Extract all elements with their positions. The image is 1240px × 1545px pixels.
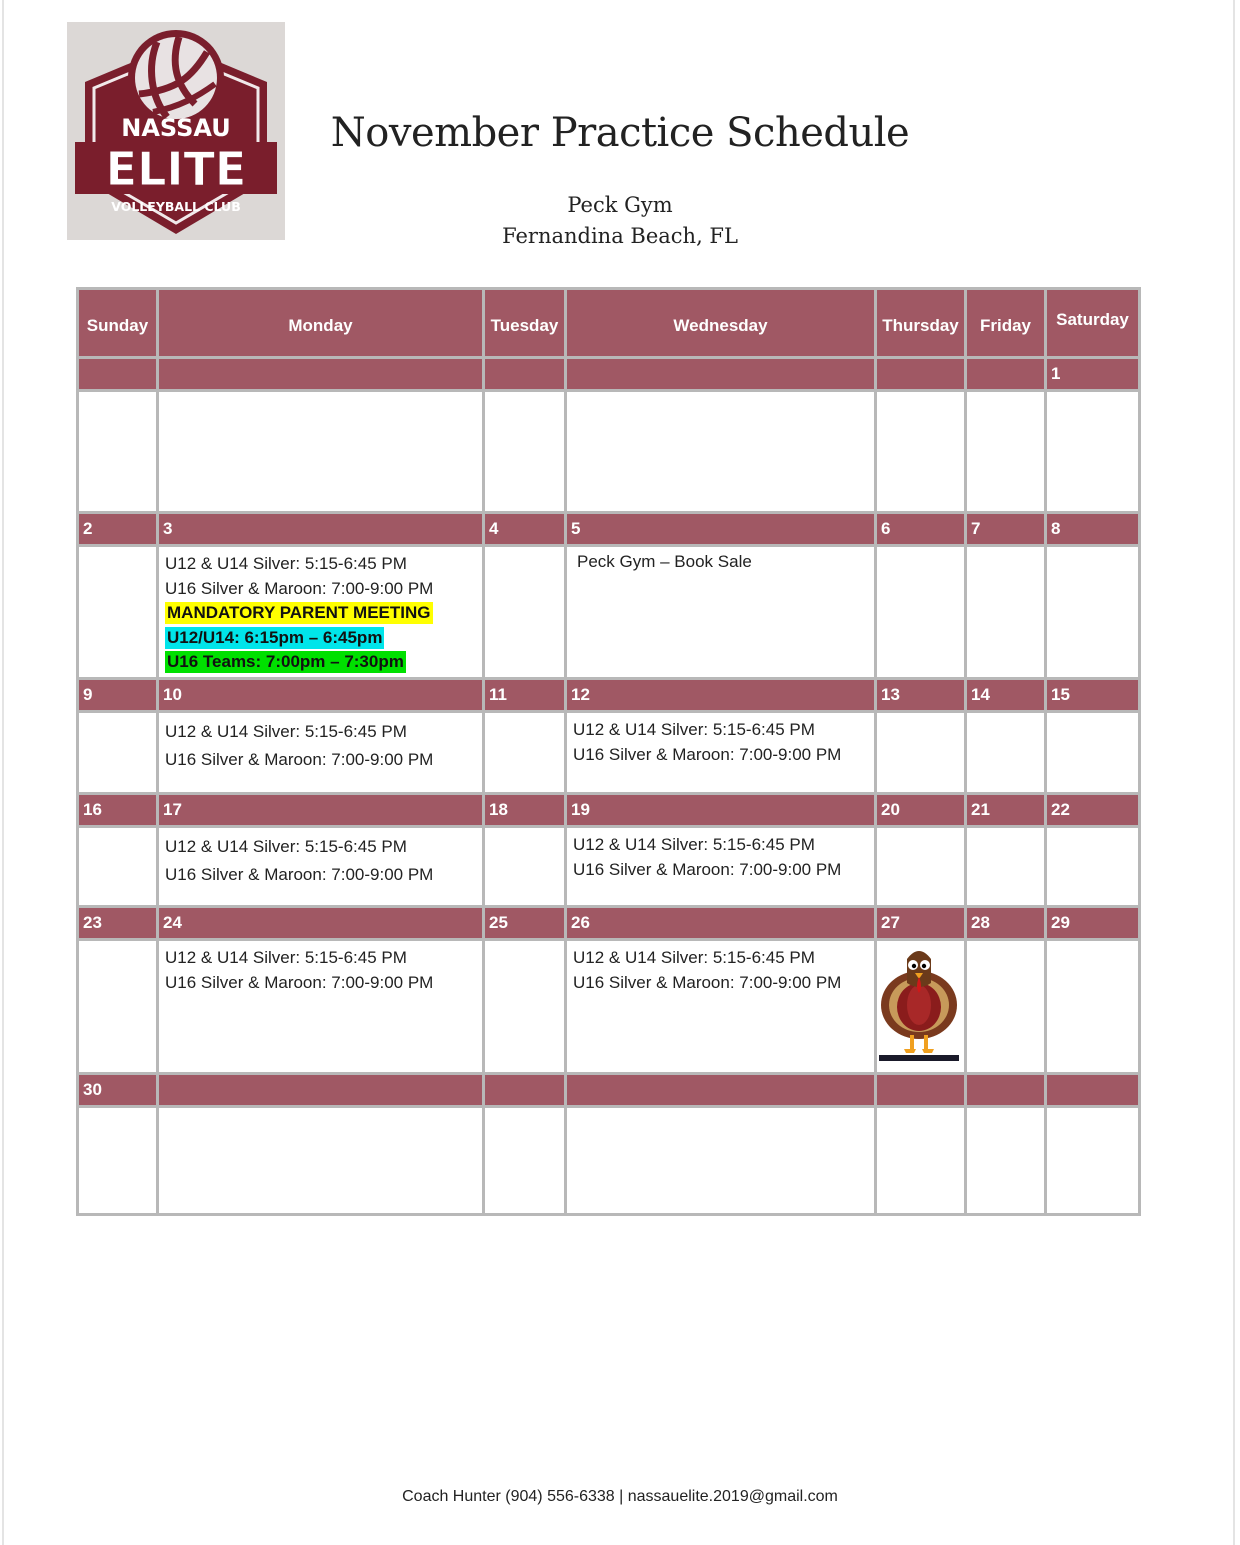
day-cell: [78, 940, 158, 1074]
date-number: 1: [1046, 358, 1140, 391]
day-cell: [158, 391, 484, 513]
practice-line: U16 Silver & Maroon: 7:00-9:00 PM: [165, 972, 434, 992]
day-cell-nov-17: [158, 827, 484, 907]
practice-line: U16 Silver & Maroon: 7:00-9:00 PM: [165, 578, 434, 598]
date-number: [1046, 1074, 1140, 1107]
date-number: 24: [158, 907, 484, 940]
day-header-wednesday: Wednesday: [566, 289, 876, 358]
day-cell: [566, 391, 876, 513]
day-cells-row: [78, 1107, 1140, 1215]
date-number: [158, 1074, 484, 1107]
date-number: 3: [158, 513, 484, 546]
date-number: [158, 358, 484, 391]
day-cells-row: [78, 546, 1140, 679]
volleyball-icon: [128, 30, 224, 126]
date-number: 16: [78, 794, 158, 827]
day-cell-nov-26: [566, 940, 876, 1074]
date-row: [78, 907, 1140, 940]
date-row: [78, 513, 1140, 546]
date-number: 30: [78, 1074, 158, 1107]
day-cell: [78, 391, 158, 513]
date-number: 22: [1046, 794, 1140, 827]
date-number: 2: [78, 513, 158, 546]
practice-line: U16 Silver & Maroon: 7:00-9:00 PM: [573, 744, 842, 764]
day-cell: [484, 827, 566, 907]
practice-line: U16 Silver & Maroon: 7:00-9:00 PM: [165, 750, 434, 769]
day-cell: [484, 712, 566, 794]
day-header-saturday: Saturday: [1046, 289, 1140, 358]
date-number: 26: [566, 907, 876, 940]
date-row: [78, 679, 1140, 712]
weekday-header-row: [78, 289, 1140, 358]
date-number: 29: [1046, 907, 1140, 940]
day-cell: [876, 712, 966, 794]
page-edge-right: [1233, 0, 1235, 1545]
date-number: 11: [484, 679, 566, 712]
day-cell: [484, 546, 566, 679]
parent-meeting-notice: MANDATORY PARENT MEETING: [167, 603, 431, 622]
date-number: 17: [158, 794, 484, 827]
day-cell: [876, 391, 966, 513]
day-cell: [876, 827, 966, 907]
date-row: [78, 1074, 1140, 1107]
day-cell: [966, 1107, 1046, 1215]
logo-text-club: VOLLEYBALL CLUB: [111, 199, 241, 214]
day-cells-row: [78, 827, 1140, 907]
date-number: [484, 358, 566, 391]
day-cell: [484, 1107, 566, 1215]
practice-line: U12 & U14 Silver: 5:15-6:45 PM: [165, 722, 407, 741]
date-number: 21: [966, 794, 1046, 827]
date-number: 19: [566, 794, 876, 827]
day-cell: [1046, 1107, 1140, 1215]
day-header-monday: Monday: [158, 289, 484, 358]
turkey-icon: [879, 943, 959, 1061]
day-cell-nov-10: [158, 712, 484, 794]
date-number: 7: [966, 513, 1046, 546]
day-cell: [566, 1107, 876, 1215]
date-number: [966, 1074, 1046, 1107]
date-number: [566, 358, 876, 391]
date-number: 20: [876, 794, 966, 827]
date-number: 6: [876, 513, 966, 546]
day-cell-nov-5: [566, 546, 876, 679]
practice-line: U12 & U14 Silver: 5:15-6:45 PM: [573, 720, 815, 739]
day-cell: [78, 1107, 158, 1215]
day-cell: [484, 940, 566, 1074]
day-cell: [966, 827, 1046, 907]
day-cell-nov-12: [566, 712, 876, 794]
contact-footer: Coach Hunter (904) 556-6338 | nassauelite.2019@gmail.com: [402, 1488, 838, 1505]
practice-line: U16 Silver & Maroon: 7:00-9:00 PM: [573, 859, 842, 879]
day-cell: [966, 391, 1046, 513]
practice-line: U12 & U14 Silver: 5:15-6:45 PM: [573, 948, 815, 967]
day-header-thursday: Thursday: [876, 289, 966, 358]
date-number: 15: [1046, 679, 1140, 712]
day-cell: [78, 827, 158, 907]
day-header-tuesday: Tuesday: [484, 289, 566, 358]
day-cell: [1046, 391, 1140, 513]
date-number: [876, 1074, 966, 1107]
date-number: [78, 358, 158, 391]
date-number: 9: [78, 679, 158, 712]
day-cell: [1046, 712, 1140, 794]
venue-name: Peck Gym: [567, 193, 673, 217]
date-number: 28: [966, 907, 1046, 940]
day-cell: [876, 546, 966, 679]
meeting-time-u12-u14: U12/U14: 6:15pm – 6:45pm: [167, 627, 383, 647]
date-number: 27: [876, 907, 966, 940]
logo-text-nassau: NASSAU: [121, 114, 231, 142]
date-number: 18: [484, 794, 566, 827]
practice-line: U12 & U14 Silver: 5:15-6:45 PM: [573, 835, 815, 854]
day-header-sunday: Sunday: [78, 289, 158, 358]
day-cell: [876, 1107, 966, 1215]
day-cell-nov-3: [158, 546, 484, 679]
date-number: 8: [1046, 513, 1140, 546]
practice-line: U12 & U14 Silver: 5:15-6:45 PM: [165, 837, 407, 856]
day-cell: [966, 546, 1046, 679]
day-cells-row: [78, 940, 1140, 1074]
date-row: [78, 794, 1140, 827]
practice-line: U12 & U14 Silver: 5:15-6:45 PM: [165, 948, 407, 967]
day-header-friday: Friday: [966, 289, 1046, 358]
day-cells-row: [78, 712, 1140, 794]
book-sale-note: Peck Gym – Book Sale: [577, 552, 752, 571]
day-cell-nov-24: [158, 940, 484, 1074]
club-logo: [67, 22, 285, 240]
calendar-table: [76, 287, 1141, 1216]
venue-block: [400, 190, 840, 252]
day-cell: [78, 712, 158, 794]
day-cell: [1046, 827, 1140, 907]
page-title: November Practice Schedule: [330, 110, 910, 156]
day-cell: [1046, 546, 1140, 679]
practice-line: U16 Silver & Maroon: 7:00-9:00 PM: [573, 972, 842, 992]
practice-line: U12 & U14 Silver: 5:15-6:45 PM: [165, 554, 407, 573]
date-number: [876, 358, 966, 391]
day-cell-nov-19: [566, 827, 876, 907]
date-row: [78, 358, 1140, 391]
date-number: 14: [966, 679, 1046, 712]
day-cells-row: [78, 391, 1140, 513]
date-number: 13: [876, 679, 966, 712]
day-cell: [78, 546, 158, 679]
day-cell: [966, 940, 1046, 1074]
date-number: [966, 358, 1046, 391]
logo-text-elite: ELITE: [105, 142, 247, 196]
day-cell: [158, 1107, 484, 1215]
date-number: [566, 1074, 876, 1107]
date-number: 12: [566, 679, 876, 712]
day-cell: [484, 391, 566, 513]
page-edge-left: [2, 0, 4, 1545]
venue-city: Fernandina Beach, FL: [502, 224, 738, 248]
date-number: 23: [78, 907, 158, 940]
day-cell: [966, 712, 1046, 794]
practice-line: U16 Silver & Maroon: 7:00-9:00 PM: [165, 865, 434, 884]
date-number: 5: [566, 513, 876, 546]
meeting-time-u16: U16 Teams: 7:00pm – 7:30pm: [167, 652, 404, 671]
date-number: 25: [484, 907, 566, 940]
date-number: 10: [158, 679, 484, 712]
date-number: [484, 1074, 566, 1107]
day-cell-nov-27: [876, 940, 966, 1074]
date-number: 4: [484, 513, 566, 546]
day-cell: [1046, 940, 1140, 1074]
